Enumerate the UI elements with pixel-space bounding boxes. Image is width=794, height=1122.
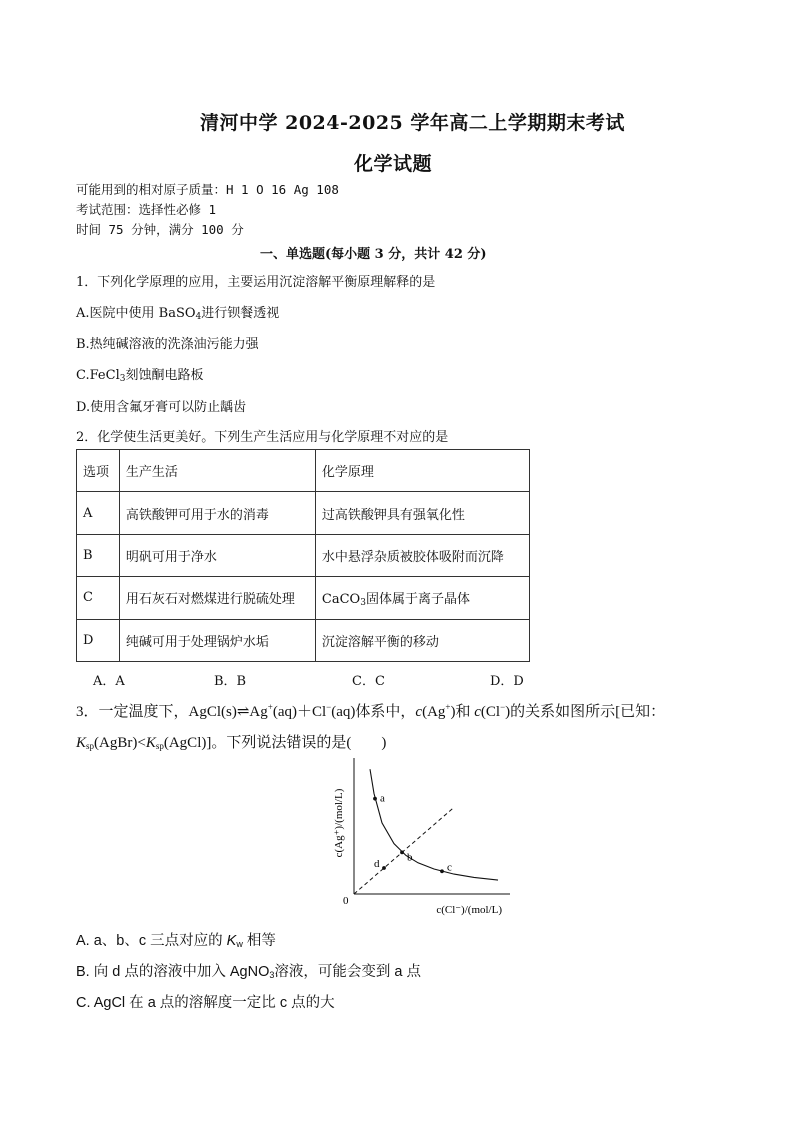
point-label-d: d	[374, 858, 380, 870]
q3-italic: K	[76, 735, 87, 751]
q3-italic: c	[415, 704, 423, 720]
q3-opt-italic: K	[226, 933, 237, 949]
q3-text: Ag	[249, 704, 268, 720]
section-heading: 一、单选题(每小题 3 分，共计 42 分)	[260, 247, 487, 262]
q3-sub: sp	[155, 741, 164, 751]
table-cell: A	[77, 492, 120, 534]
q1-a-text2: 进行钡餐透视	[201, 306, 280, 321]
point-c	[440, 869, 444, 873]
table-cell	[315, 577, 529, 619]
point-a	[373, 797, 377, 801]
exam-time: 时间 75 分钟，满分 100 分	[76, 222, 244, 237]
y-axis-label: c(Ag⁺)/(mol/L)	[333, 788, 345, 858]
table-row	[77, 492, 530, 534]
q3-text: (aq)体系中，	[331, 704, 416, 720]
cell-text: CaCO	[321, 591, 361, 607]
q3-text: (AgBr)<	[94, 735, 146, 751]
exam-title: 清河中学 2024-2025 学年高二上学期期末考试	[200, 112, 625, 134]
q3-text: )和	[450, 704, 475, 720]
table-cell: 用石灰石对燃煤进行脱硫处理	[119, 577, 315, 619]
q3-italic: c	[474, 704, 481, 720]
q1-a-sub: 4	[195, 312, 202, 322]
q3-sub: sp	[86, 741, 95, 751]
q2-stem: 2．化学使生活更美好。下列生产生活应用与化学原理不对应的是	[76, 430, 449, 445]
table-cell: 明矾可用于净水	[119, 534, 315, 576]
table-cell: 高铁酸钾可用于水的消毒	[119, 492, 315, 534]
cell-sub: 3	[360, 597, 366, 608]
table-row	[77, 619, 530, 661]
q1-option-a[interactable]	[76, 302, 279, 322]
table-cell: 沉淀溶解平衡的移动	[315, 619, 529, 661]
q3-sup: +	[267, 702, 273, 712]
table-header-cell: 化学原理	[315, 450, 529, 492]
q3-text: (AgCl)]。下列说法错误的是( )	[163, 735, 387, 751]
table-header-cell: 生产生活	[119, 450, 315, 492]
table-cell: B	[77, 534, 120, 576]
q1-c-sub: 3	[119, 374, 126, 384]
point-label-c: c	[447, 861, 452, 874]
q3-text: (Cl	[480, 704, 501, 720]
q3-stem-line2	[76, 731, 386, 752]
q3-italic: K	[145, 735, 156, 751]
exam-subtitle: 化学试题	[354, 153, 433, 175]
q3-sup: −	[500, 702, 506, 712]
table-row	[77, 577, 530, 619]
q3-sup: −	[326, 702, 332, 712]
series-equal-line	[354, 807, 454, 894]
q1-a-text: A.医院中使用 BaSO	[76, 306, 196, 321]
table-header-row	[77, 450, 530, 492]
q2-option-d[interactable]: D．D	[490, 674, 524, 689]
q3-option-b[interactable]	[76, 960, 421, 981]
q3-option-c[interactable]: C. AgCl 在 a 点的溶解度一定比 c 点的大	[76, 995, 335, 1011]
q2-option-c[interactable]: C．C	[352, 674, 385, 689]
table-cell: 水中悬浮杂质被胶体吸附而沉降	[315, 534, 529, 576]
table-cell: 纯碱可用于处理锅炉水垢	[119, 619, 315, 661]
atomic-mass-info: 可能用到的相对原子质量：H 1 O 16 Ag 108	[76, 182, 339, 197]
q3-opt-text: A. a、b、c 三点对应的	[76, 933, 227, 949]
q3-opt-text: 溶液，可能会变到 a 点	[274, 964, 422, 980]
q1-c-text2: 刻蚀酮电路板	[125, 368, 204, 383]
q3-opt-sub: 3	[269, 970, 275, 980]
q3-opt-sub: w	[236, 939, 243, 949]
q2-option-a[interactable]: A．A	[93, 674, 125, 689]
equilibrium-arrow-icon: ⇌	[236, 704, 250, 720]
x-axis-label: c(Cl⁻)/(mol/L)	[436, 904, 502, 916]
table-cell: D	[77, 619, 120, 661]
q1-option-b[interactable]: B.热纯碱溶液的洗涤油污能力强	[76, 337, 259, 352]
q3-sup: +	[445, 702, 451, 712]
q1-option-d[interactable]: D.使用含氟牙膏可以防止龋齿	[76, 400, 247, 415]
q3-text: )的关系如图所示[已知：	[505, 704, 666, 720]
exam-scope: 考试范围：选择性必修 1	[76, 202, 217, 217]
q3-text: 3．一定温度下，AgCl(s)	[76, 704, 237, 720]
point-label-a: a	[380, 792, 385, 805]
ksp-chart	[325, 758, 515, 920]
q3-opt-text: 相等	[242, 933, 276, 949]
q3-text: (aq)＋Cl	[272, 704, 327, 720]
table-cell: C	[77, 577, 120, 619]
q1-c-text: C.FeCl	[76, 368, 120, 383]
table-row	[77, 534, 530, 576]
cell-text2: 固体属于离子晶体	[365, 591, 470, 607]
q3-stem-line1	[76, 700, 665, 721]
point-d	[382, 866, 386, 870]
point-label-b: b	[407, 851, 413, 864]
q3-opt-text: B. 向 d 点的溶液中加入 AgNO	[76, 964, 270, 980]
table-header-cell: 选项	[77, 450, 120, 492]
q2-option-b[interactable]: B．B	[214, 674, 247, 689]
table-cell: 过高铁酸钾具有强氧化性	[315, 492, 529, 534]
q3-text: (Ag	[422, 704, 446, 720]
origin-label: 0	[343, 895, 349, 907]
point-b	[400, 851, 404, 855]
q3-option-a[interactable]	[76, 929, 276, 950]
q2-table	[76, 449, 530, 662]
q1-stem: 1．下列化学原理的应用，主要运用沉淀溶解平衡原理解释的是	[76, 275, 436, 290]
q1-option-c[interactable]	[76, 364, 203, 384]
